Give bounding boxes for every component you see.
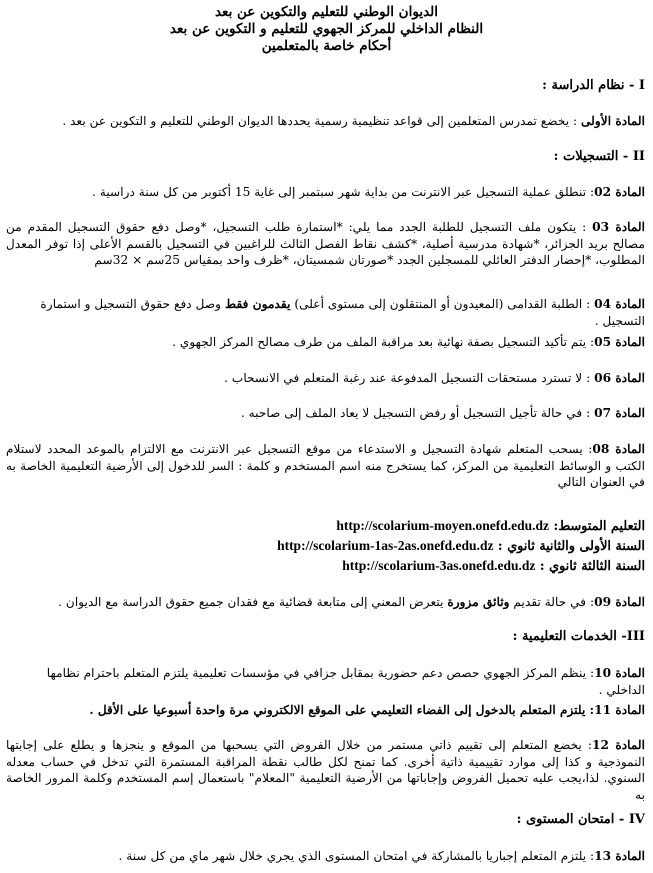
article-label: المادة bbox=[611, 406, 645, 420]
article-1 bbox=[6, 113, 645, 130]
article-text: وصل دفع حقوق التسجيل و استمارة التسجيل . bbox=[40, 297, 645, 328]
article-label: المادة bbox=[611, 185, 645, 199]
article-label: المادة bbox=[609, 442, 645, 456]
link-row-middle-school bbox=[6, 518, 645, 536]
article-13 bbox=[6, 848, 645, 865]
link-label: التعليم المتوسط: bbox=[553, 519, 645, 534]
article-11 bbox=[6, 702, 645, 719]
scolarium-moyen-link[interactable]: http://scolarium-moyen.onefd.edu.dz bbox=[336, 518, 550, 533]
article-5 bbox=[6, 334, 645, 351]
scolarium-1as-2as-link[interactable]: http://scolarium-1as-2as.onefd.edu.dz bbox=[277, 538, 494, 553]
article-label: المادة bbox=[611, 371, 645, 385]
article-text: : تنطلق عملية التسجيل عبر الانترنت من بداية شهر سبتمبر إلى غاية 15 أكتوبر من كل سنة دراسية . bbox=[92, 185, 595, 199]
article-text: يتعرض المعني إلى متابعة قضائية مع فقدان جميع حقوق الدراسة مع الديوان . bbox=[58, 595, 448, 609]
article-text: : يلتزم المتعلم بالدخول إلى الفضاء التعليمي على الموقع الالكتروني مرة واحدة أسبوعيا على الأقل . bbox=[89, 703, 595, 717]
article-number: 13 bbox=[594, 849, 612, 863]
article-label: المادة bbox=[611, 666, 645, 680]
article-text: : في حالة تقديم bbox=[509, 595, 595, 609]
article-number: 06 bbox=[594, 371, 612, 385]
article-10 bbox=[6, 665, 645, 698]
article-label: المادة bbox=[611, 703, 645, 717]
article-9 bbox=[6, 594, 645, 611]
article-2 bbox=[6, 184, 645, 201]
article-number: 08 bbox=[592, 442, 610, 456]
section-heading-3: III- الخدمات التعليمية : bbox=[512, 629, 645, 644]
article-text: : يتكون ملف التسجيل للطلبة الجدد مما يلي: *استمارة طلب التسجيل، *وصل دفع حقوق التسجيل المقدم من مصالح بريد الجزائر، *شهادة مدرسية أصلية، *كشف نقاط الفصل الثالث للراغبين في التسجيل بالقسم الأعلى إذا توفر المعدل المطلوب، *إحضار الدفتر العائلي للمسجلين الجدد *صورتان شمسيتان، *ظرف واحد بمقياس 25سم × 32سم bbox=[6, 220, 645, 267]
section-heading-2: II - التسجيلات : bbox=[553, 149, 645, 164]
section-heading-1: I - نظام الدراسة : bbox=[542, 78, 645, 93]
article-label: المادة الأولى bbox=[580, 114, 645, 128]
article-label: المادة bbox=[611, 335, 645, 349]
article-number: 03 bbox=[592, 220, 610, 234]
article-8 bbox=[6, 441, 645, 491]
header-line-3: أحكام خاصة بالمتعلمين bbox=[261, 38, 392, 54]
article-number: 09 bbox=[594, 595, 612, 609]
article-7 bbox=[6, 405, 645, 422]
article-number: 11 bbox=[594, 703, 612, 717]
article-number: 04 bbox=[594, 297, 612, 311]
article-text: : يخضع المتعلم إلى تقييم ذاتي مستمر من خلال الفروض التي يسحبها من الموقع و ينجزها و يطلع على إجابتها النموذجية و كذا إلى موارد تقييمية ذاتية أخرى. كما تمنح لكل طالب نقطة المراقبة المستمرة التي تدخل في حساب معدله السنوي. لذا،يجب عليه تحميل الفروض وإجاباتها من الأرضية التعليمية "المعلام" باستعمال إسم المستخدم وكلمة المرور الخاصة به bbox=[6, 738, 645, 802]
article-label: المادة bbox=[611, 297, 645, 311]
article-label: المادة bbox=[611, 595, 645, 609]
link-label: السنة الثالثة ثانوي : bbox=[539, 559, 645, 574]
article-label: المادة bbox=[608, 738, 645, 752]
article-12 bbox=[6, 737, 645, 803]
article-text: : الطلبة القدامى (المعيدون أو المنتقلون إلى مستوى أعلى) bbox=[290, 297, 595, 311]
link-row-third-secondary bbox=[6, 558, 645, 576]
article-number: 12 bbox=[592, 738, 609, 752]
article-text: : يسحب المتعلم شهادة التسجيل و الاستدعاء من موقع التسجيل عبر الانترنت مع الالتزام بالموعد المحدد لاستلام الكتب و الوسائط التعليمية من المركز، كما يستخرج منه اسم المستخدم و كلمة : السر للدخول إلى الأرضية التعليمية الخاصة به في العنوان التالي bbox=[6, 442, 645, 489]
article-number: 05 bbox=[594, 335, 612, 349]
article-text: : في حالة تأجيل التسجيل أو رفض التسجيل لا يعاد الملف إلى صاحبه . bbox=[240, 406, 595, 420]
article-label: المادة bbox=[609, 220, 645, 234]
article-text: : لا تسترد مستحقات التسجيل المدفوعة عند رغبة المتعلم في الانسحاب . bbox=[224, 371, 595, 385]
header-line-1: الديوان الوطني للتعليم والتكوين عن بعد bbox=[214, 4, 439, 20]
article-3 bbox=[6, 219, 645, 269]
article-number: 07 bbox=[594, 406, 612, 420]
document-header bbox=[0, 0, 653, 55]
article-4 bbox=[6, 296, 645, 329]
header-line-2: النظام الداخلي للمركز الجهوي للتعليم و التكوين عن بعد bbox=[169, 21, 484, 37]
article-emphasis: يقدمون فقط bbox=[224, 297, 291, 311]
article-text: : يلتزم المتعلم إجباريا بالمشاركة في امتحان المستوى الذي يجري خلال شهر ماي من كل سنة . bbox=[118, 849, 595, 863]
scolarium-3as-link[interactable]: http://scolarium-3as.onefd.edu.dz bbox=[342, 558, 536, 573]
article-text: : ينظم المركز الجهوي حصص دعم حضورية بمقابل جزافي في مؤسسات تعليمية يلتزم المتعلم باحترام نظامها الداخلي . bbox=[46, 666, 645, 697]
article-text: : يتم تأكيد التسجيل بصفة نهائية بعد مراقبة الملف من طرف مصالح المركز الجهوي . bbox=[172, 335, 595, 349]
article-label: المادة bbox=[611, 849, 645, 863]
article-emphasis: وثائق مزورة bbox=[447, 595, 510, 609]
link-label: السنة الأولى والثانية ثانوي : bbox=[497, 539, 645, 554]
section-heading-4: IV - امتحان المستوى : bbox=[516, 812, 645, 827]
link-row-first-second-secondary bbox=[6, 538, 645, 556]
article-number: 10 bbox=[594, 666, 612, 680]
article-text: : يخضع تمدرس المتعلمين إلى قواعد تنظيمية رسمية يحددها الديوان الوطني للتعليم و التكوين عن بعد . bbox=[62, 114, 581, 128]
article-6 bbox=[6, 370, 645, 387]
article-number: 02 bbox=[594, 185, 612, 199]
